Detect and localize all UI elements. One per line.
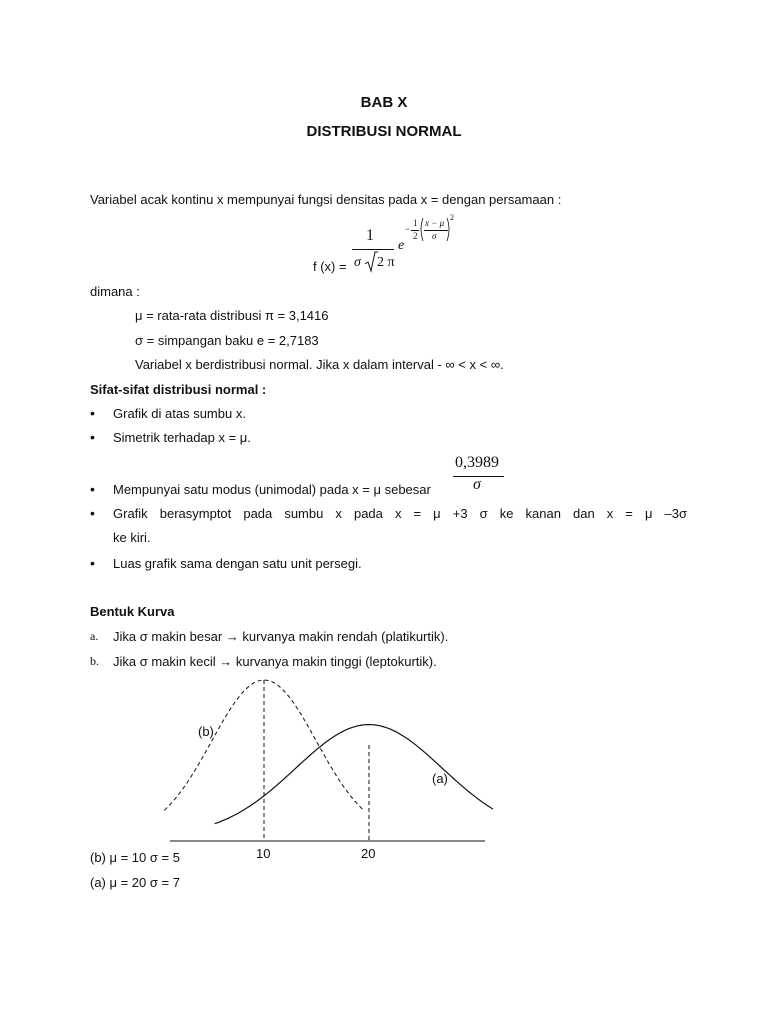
exp-power: 2 — [450, 213, 454, 222]
curve-label-a: (a) — [432, 771, 448, 786]
property-item-continuation: ke kiri. — [113, 530, 151, 545]
curve-rule-text: Jika σ makin besar → kurvanya makin rendah (platikurtik). — [113, 629, 449, 644]
intro-text: Variabel acak kontinu x mempunyai fungsi densitas pada x = dengan persamaan : — [90, 192, 562, 207]
list-marker: b. — [90, 654, 99, 668]
bullet-icon: • — [90, 555, 95, 571]
exp-half-num: 1 — [413, 218, 418, 228]
formula-sigma: σ — [354, 255, 361, 270]
list-marker: a. — [90, 629, 99, 643]
property-item: Grafik di atas sumbu x. — [113, 406, 246, 421]
definition-interval: Variabel x berdistribusi normal. Jika x dalam interval - ∞ < x < ∞. — [135, 357, 504, 372]
formula-base-e: e — [398, 238, 405, 253]
formula-sqrt-content: 2 π — [377, 255, 395, 270]
definition-sigma: σ = simpangan baku e = 2,7183 — [135, 333, 319, 348]
bullet-icon: • — [90, 481, 95, 497]
tick-label-20: 20 — [361, 846, 376, 861]
chapter-label: BAB X — [360, 94, 408, 111]
properties-heading: Sifat-sifat distribusi normal : — [90, 382, 267, 397]
definition-mu: μ = rata-rata distribusi π = 3,1416 — [135, 308, 329, 323]
formula-numerator: 1 — [366, 227, 374, 244]
property-item: Grafik berasymptot pada sumbu x pada x = μ +3 σ ke kanan dan x = μ –3σ — [113, 506, 687, 521]
exp-sign: − — [405, 224, 411, 234]
bullet-icon: • — [90, 505, 95, 521]
property-item: Luas grafik sama dengan satu unit persegi. — [113, 556, 362, 571]
legend-curve-a: (a) μ = 20 σ = 7 — [90, 875, 180, 890]
tick-label-10: 10 — [256, 846, 271, 861]
definitions-label: dimana : — [90, 284, 140, 299]
bullet-icon: • — [90, 429, 95, 445]
property-item: Mempunyai satu modus (unimodal) pada x = μ sebesar — [113, 482, 431, 497]
exp-inner-den: σ — [432, 231, 437, 241]
mode-fraction-denominator: σ — [473, 476, 481, 493]
curve-rule-text: Jika σ makin kecil → kurvanya makin tinggi (leptokurtik). — [113, 654, 437, 669]
curve-a-platykurtic — [215, 725, 493, 824]
mode-fraction-numerator: 0,3989 — [455, 454, 499, 471]
exp-half-den: 2 — [413, 231, 418, 241]
curve-label-b: (b) — [198, 724, 214, 739]
legend-curve-b: (b) μ = 10 σ = 5 — [90, 850, 180, 865]
page-title: DISTRIBUSI NORMAL — [306, 123, 462, 140]
property-item: Simetrik terhadap x = μ. — [113, 430, 251, 445]
bullet-icon: • — [90, 405, 95, 421]
exp-inner-num: x − μ — [425, 218, 445, 228]
formula-lhs: f (x) = — [313, 259, 347, 274]
curve-section-heading: Bentuk Kurva — [90, 604, 175, 619]
